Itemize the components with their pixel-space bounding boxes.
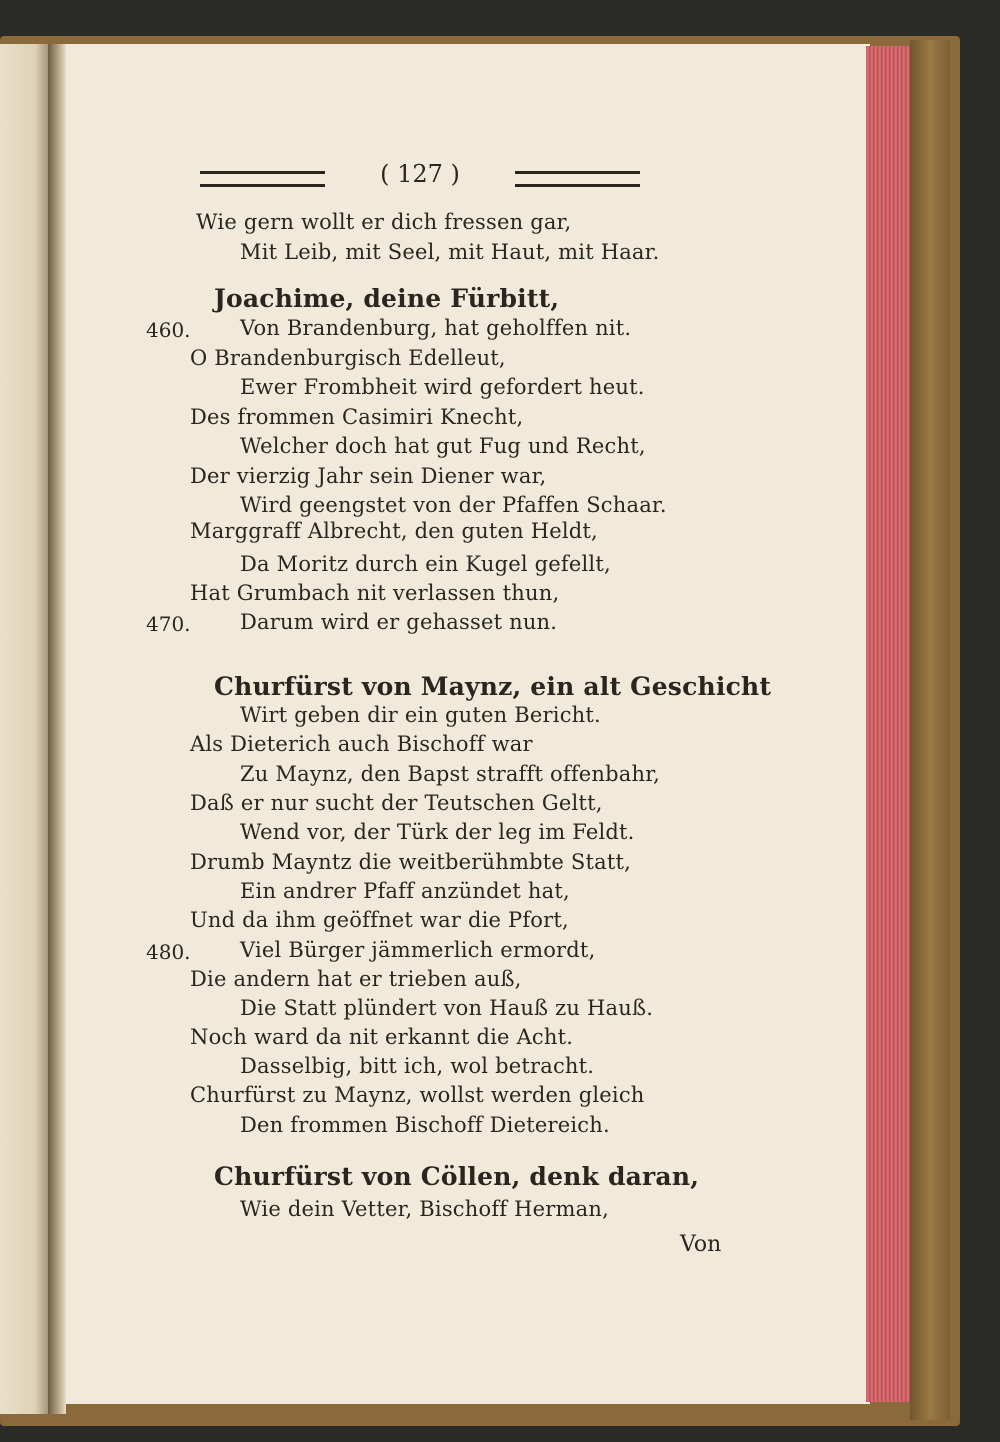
verse-line: Daß er nur sucht der Teutschen Geltt, (190, 791, 603, 815)
verse-line: Wie dein Vetter, Bischoff Herman, (240, 1197, 609, 1221)
verse-line: Churfürst zu Maynz, wollst werden gleich (190, 1083, 645, 1107)
header-rule-right (515, 171, 640, 187)
verse-line: Mit Leib, mit Seel, mit Haut, mit Haar. (240, 240, 660, 264)
line-number: 470. (146, 612, 191, 636)
verse-line: Der vierzig Jahr sein Diener war, (190, 464, 547, 488)
verse-line: Wend vor, der Türk der leg im Feldt. (240, 820, 635, 844)
verse-line: Ewer Frombheit wird gefordert heut. (240, 375, 645, 399)
verse-line: Wirt geben dir ein guten Bericht. (240, 703, 601, 727)
section-heading-line: Churfürst von Cöllen, denk daran, (214, 1162, 700, 1191)
verse-line: Da Moritz durch ein Kugel gefellt, (240, 552, 611, 576)
verse-line: Und da ihm geöffnet war die Pfort, (190, 908, 569, 932)
verse-line: Marggraff Albrecht, den guten Heldt, (190, 519, 598, 543)
verse-line: Von Brandenburg, hat geholffen nit. (240, 316, 632, 340)
verse-line: Hat Grumbach nit verlassen thun, (190, 581, 560, 605)
line-number: 460. (146, 318, 191, 342)
section-heading-line: Churfürst von Maynz, ein alt Geschicht (214, 672, 772, 701)
book-gutter (48, 44, 66, 1414)
verse-line: Noch ward da nit erkannt die Acht. (190, 1025, 574, 1049)
section-heading-line: Joachime, deine Fürbitt, (214, 284, 560, 313)
verse-line: Die Statt plündert von Hauß zu Hauß. (240, 996, 654, 1020)
verse-line: Welcher doch hat gut Fug und Recht, (240, 434, 646, 458)
cover-edge (910, 40, 950, 1420)
page-header (200, 160, 640, 190)
verse-line: Des frommen Casimiri Knecht, (190, 405, 524, 429)
verse-line: Wie gern wollt er dich fressen gar, (196, 210, 572, 234)
verse-line: Die andern hat er trieben auß, (190, 967, 522, 991)
verse-line: Dasselbig, bitt ich, wol betracht. (240, 1054, 595, 1078)
catchword: Von (680, 1232, 722, 1257)
verse-line: Den frommen Bischoff Dietereich. (240, 1113, 610, 1137)
verse-line: Als Dieterich auch Bischoff war (190, 732, 533, 756)
header-rule-left (200, 171, 325, 187)
line-number: 480. (146, 940, 191, 964)
verse-line: Viel Bürger jämmerlich ermordt, (240, 938, 596, 962)
verse-line: Drumb Mayntz die weitberühmbte Statt, (190, 850, 631, 874)
left-page (0, 44, 50, 1414)
verse-line: Wird geengstet von der Pfaffen Schaar. (240, 493, 667, 517)
verse-line: O Brandenburgisch Edelleut, (190, 346, 506, 370)
page-number: ( 127 ) (380, 160, 460, 188)
verse-line: Darum wird er gehasset nun. (240, 610, 558, 634)
verse-line: Ein andrer Pfaff anzündet hat, (240, 879, 570, 903)
verse-line: Zu Maynz, den Bapst strafft offenbahr, (240, 762, 661, 786)
page-edges (866, 46, 912, 1402)
